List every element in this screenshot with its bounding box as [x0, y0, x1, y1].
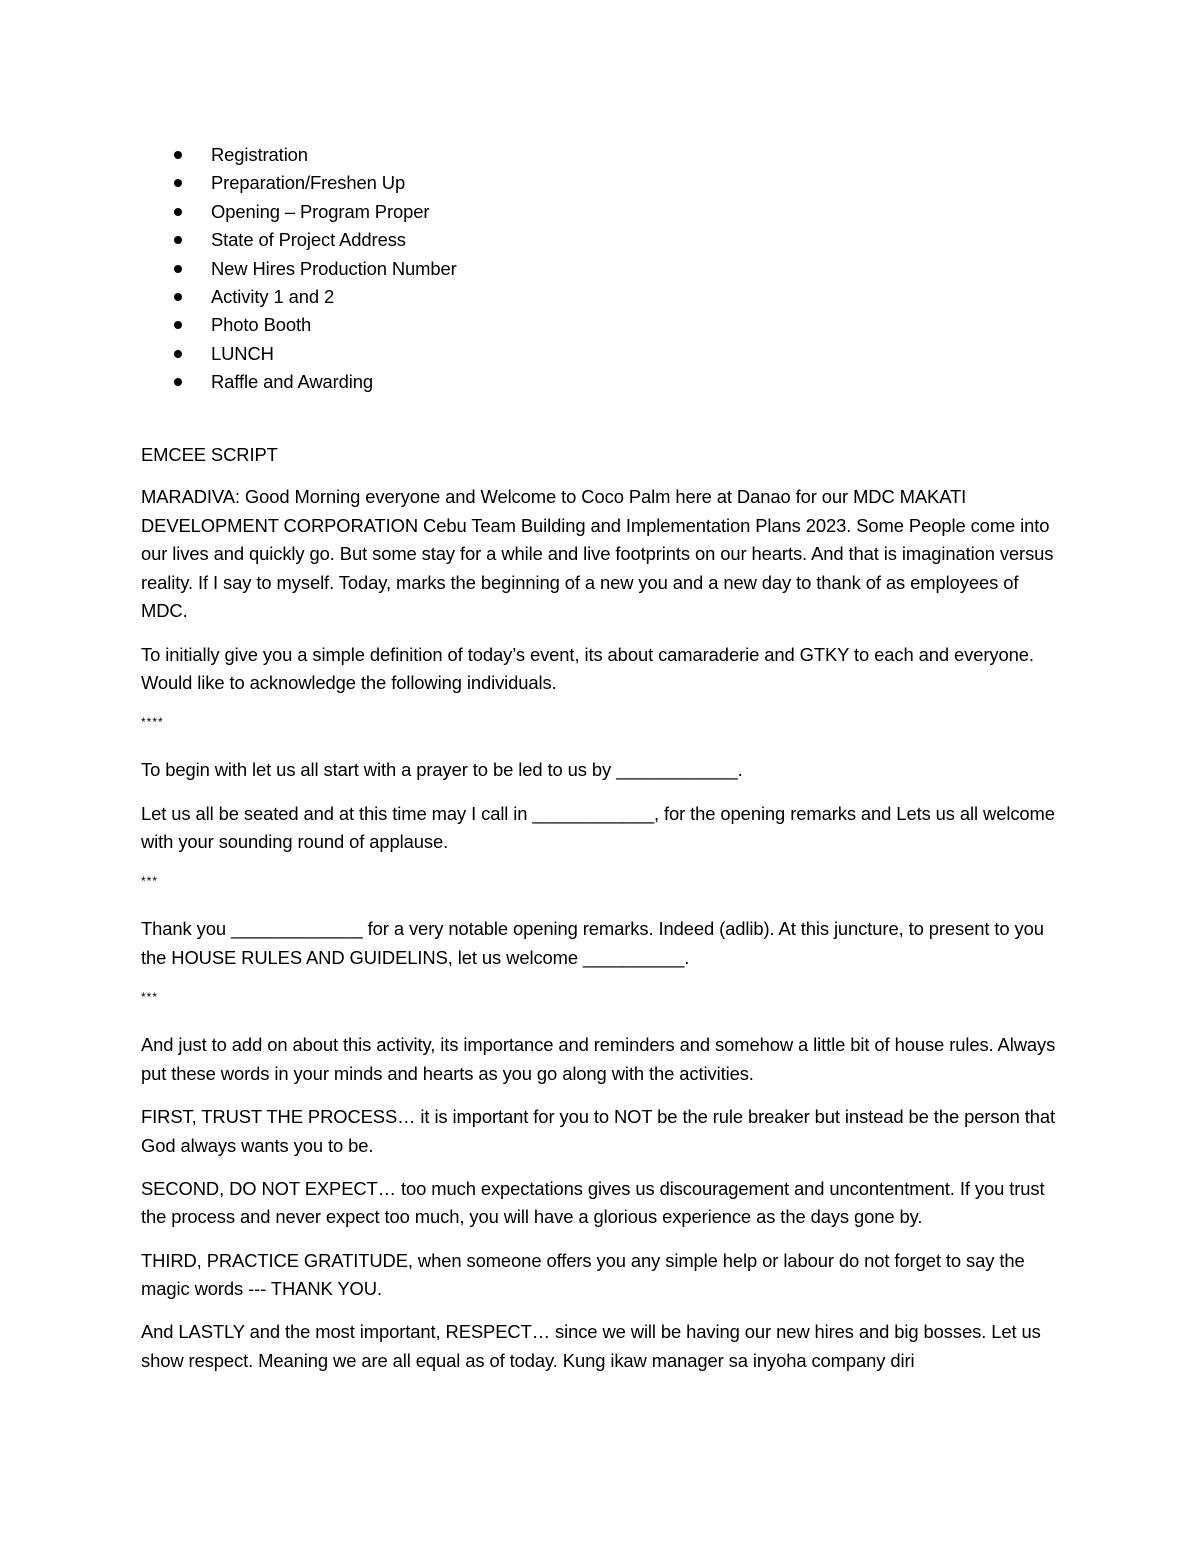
bullet-icon	[174, 179, 182, 187]
list-item	[141, 169, 1066, 197]
list-item	[141, 311, 1066, 339]
paragraph-first-rule: FIRST, TRUST THE PROCESS… it is important for you to NOT be the rule breaker but instead be the person that God always wants you to be.	[141, 1105, 1056, 1156]
list-item	[141, 283, 1066, 311]
bullet-icon	[174, 321, 182, 329]
list-item	[141, 255, 1066, 283]
bullet-icon	[174, 378, 182, 386]
separator-asterisks: ****	[141, 715, 164, 730]
paragraph-third-rule: THIRD, PRACTICE GRATITUDE, when someone offers you any simple help or labour do not forget to say the magic words --- THANK YOU.	[141, 1249, 1025, 1300]
agenda-item-label: Opening – Program Proper	[211, 200, 430, 222]
paragraph-opening-remarks: Let us all be seated and at this time may I call in ____________, for the opening remarks and Lets us all welcome with your sounding round of applause.	[141, 802, 1055, 853]
bullet-icon	[174, 265, 182, 273]
bullet-icon	[174, 151, 182, 159]
paragraph-definition: To initially give you a simple definition of today’s event, its about camaraderie and GTKY to each and everyone. Would like to acknowledge the following individuals.	[141, 643, 1034, 694]
agenda-item-label: New Hires Production Number	[211, 257, 457, 279]
agenda-item-label: Photo Booth	[211, 314, 312, 336]
agenda-item-label: Activity 1 and 2	[211, 285, 335, 307]
paragraph-prayer: To begin with let us all start with a prayer to be led to us by ____________.	[141, 759, 743, 781]
agenda-item-label: Registration	[211, 144, 308, 165]
agenda-list	[141, 141, 1066, 397]
agenda-item-label: LUNCH	[211, 342, 274, 364]
paragraph-welcome: MARADIVA: Good Morning everyone and Welcome to Coco Palm here at Danao for our MDC MAKATI DEVELOPMENT CORPORATION Cebu Team Building and Implementation Plans 2023. Some People come into our lives and quickly go. But some stay for a while and live footprints on our hearts. And that is imagination versus reality. If I say to myself. Today, marks the beginning of a new you and a new day to thank of as employees of MDC.	[141, 486, 1054, 622]
paragraph-house-rules-intro: Thank you _____________ for a very notable opening remarks. Indeed (adlib). At this juncture, to present to you the HOUSE RULES AND GUIDELINS, let us welcome __________.	[141, 918, 1044, 969]
list-item	[141, 368, 1066, 396]
document-body	[141, 141, 1066, 1390]
paragraph-second-rule: SECOND, DO NOT EXPECT… too much expectations gives us discouragement and uncontentment. If you trust the process and never expect too much, you will have a glorious experience as the days gone by.	[141, 1177, 1045, 1228]
paragraph-activity-reminders: And just to add on about this activity, its importance and reminders and somehow a little bit of house rules. Always put these words in your minds and hearts as you go along with the activities.	[141, 1034, 1056, 1084]
list-item	[141, 198, 1066, 226]
script-heading: EMCEE SCRIPT	[141, 443, 278, 465]
bullet-icon	[174, 236, 182, 244]
list-item	[141, 226, 1066, 254]
agenda-item-label: Preparation/Freshen Up	[211, 172, 406, 194]
agenda-item-label: Raffle and Awarding	[211, 371, 374, 393]
separator-asterisks: ***	[141, 990, 159, 1005]
bullet-icon	[174, 350, 182, 358]
paragraph-last-rule: And LASTLY and the most important, RESPECT… since we will be having our new hires and big bosses. Let us show respect. Meaning we are all equal as of today. Kung ikaw manager sa inyoha company diri	[141, 1321, 1041, 1371]
bullet-icon	[174, 208, 182, 216]
list-item	[141, 340, 1066, 368]
separator-asterisks: ***	[141, 874, 159, 889]
list-item	[141, 141, 1066, 169]
bullet-icon	[174, 293, 182, 301]
agenda-item-label: State of Project Address	[211, 229, 406, 251]
